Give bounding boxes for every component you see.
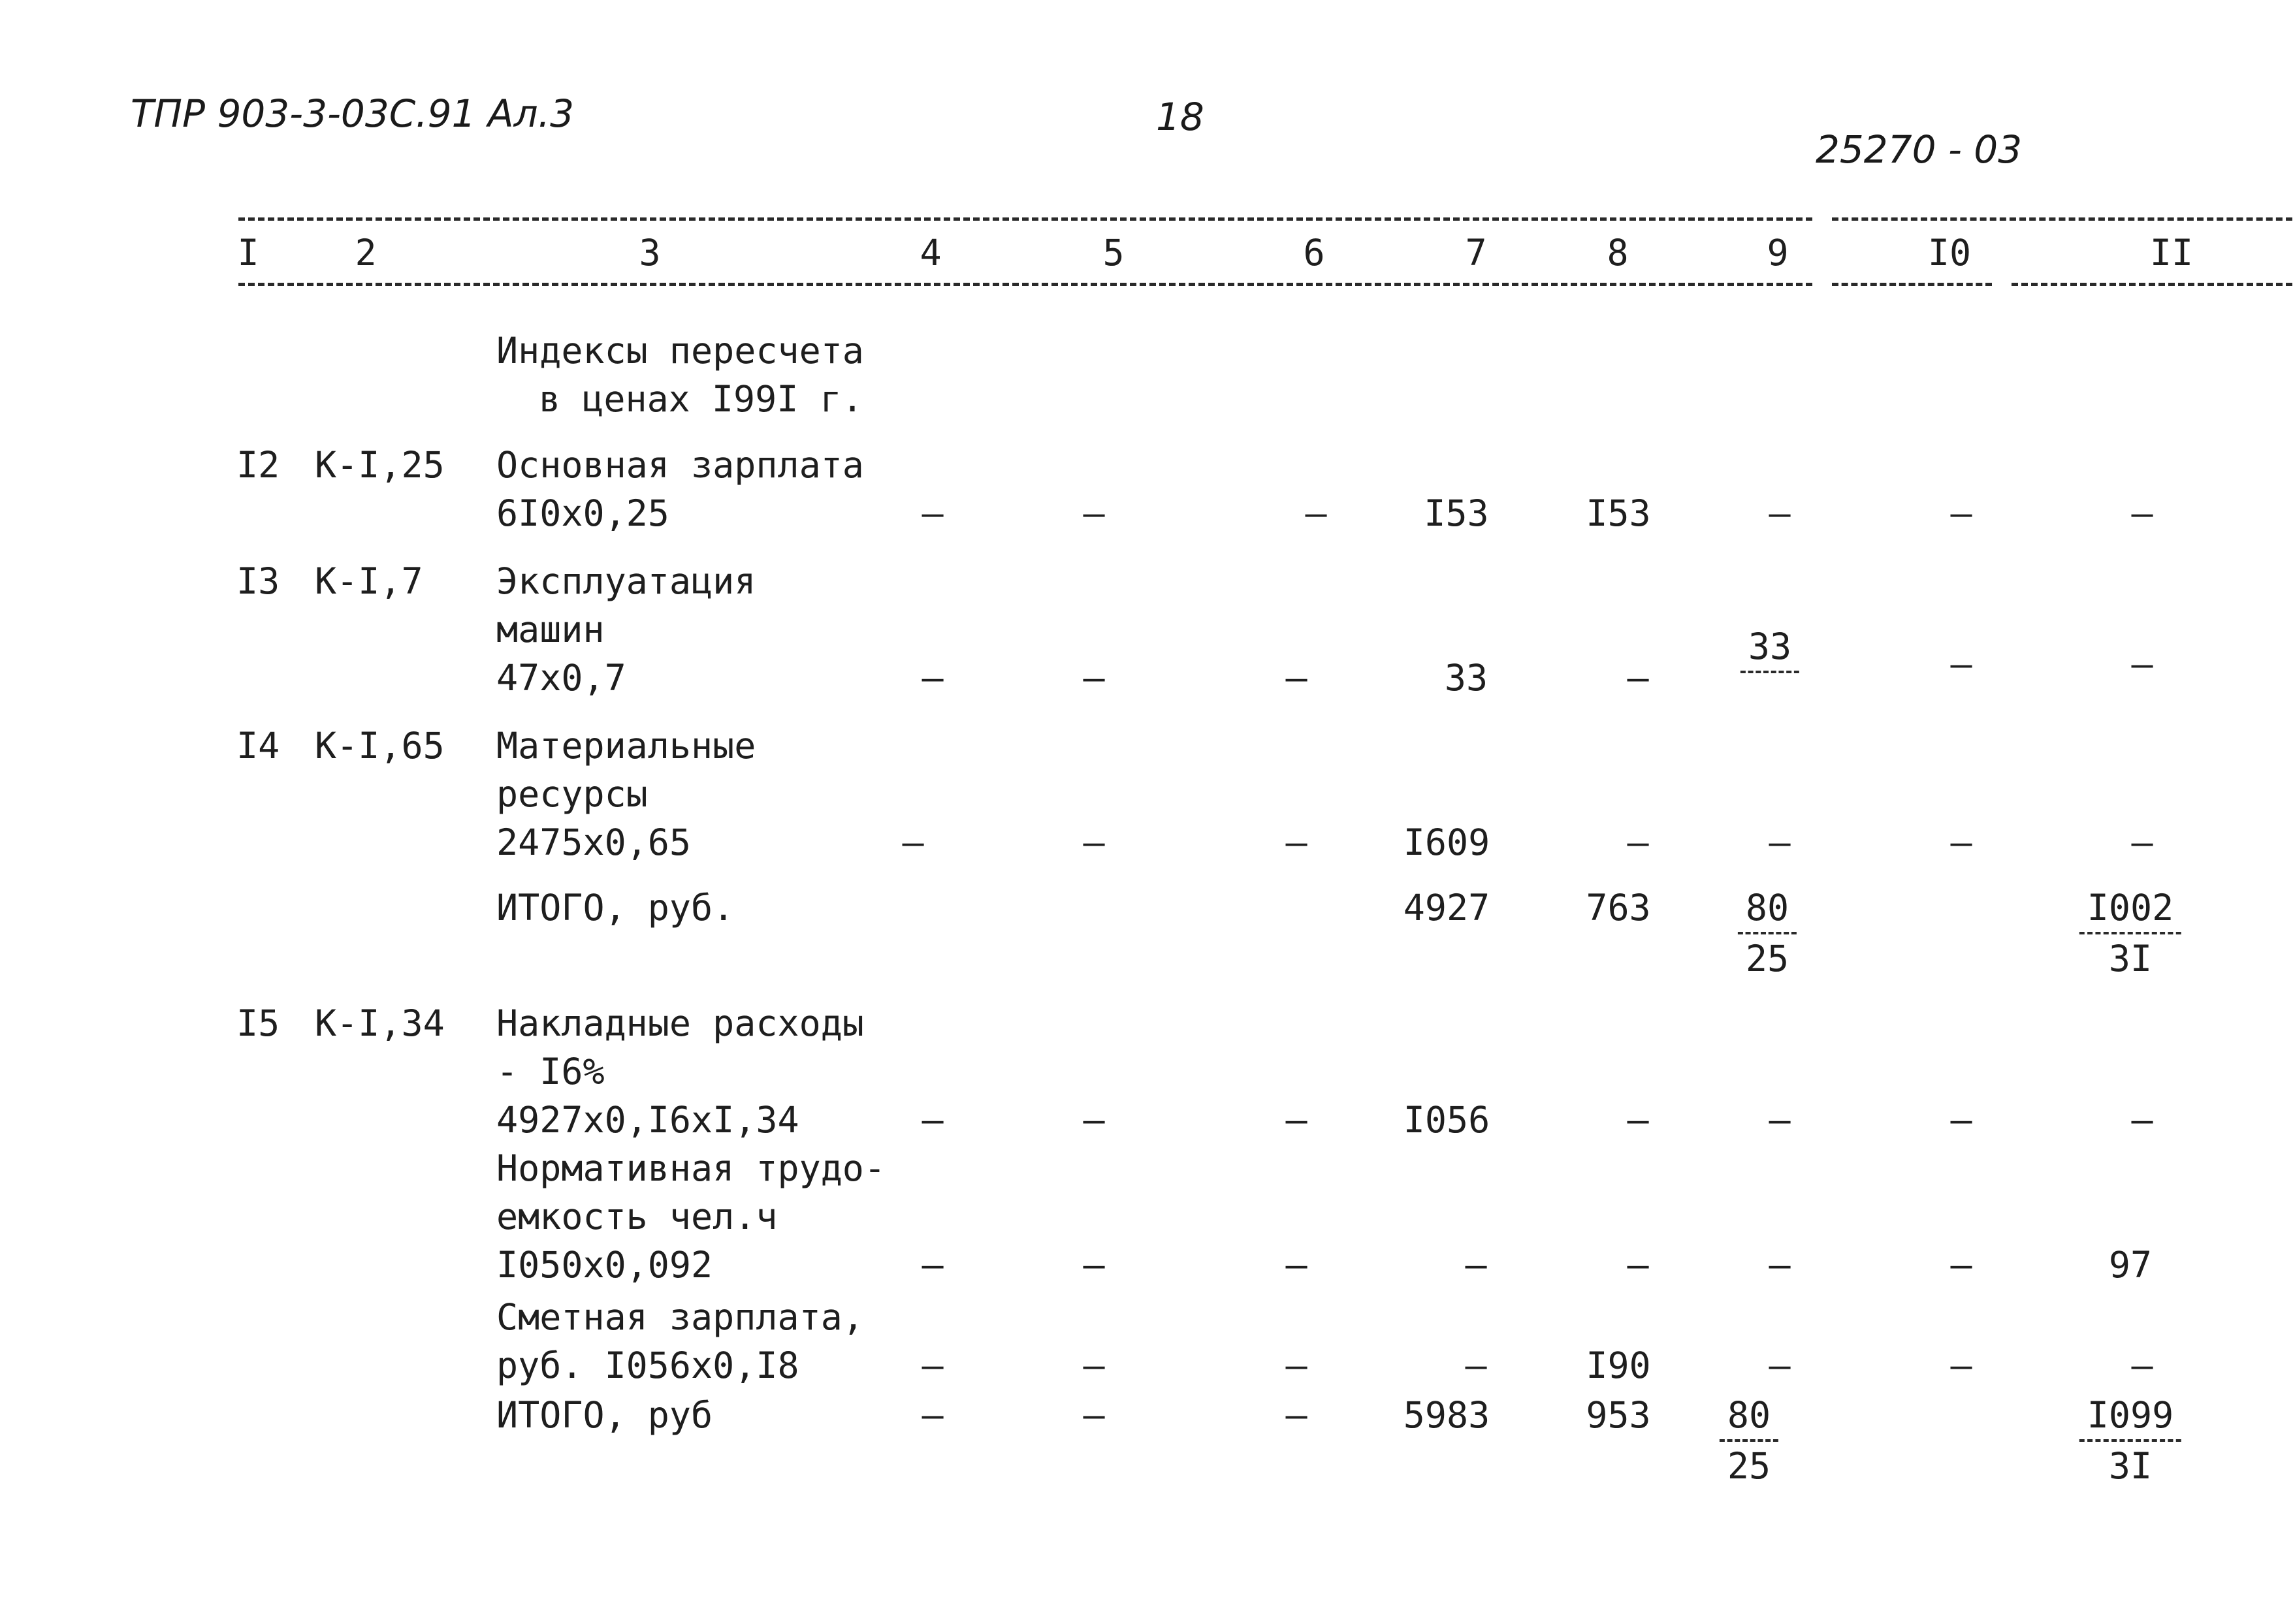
cell: – <box>1769 821 1791 863</box>
cell: – <box>1950 1345 1972 1386</box>
cell: – <box>1950 492 1972 534</box>
cell: – <box>1769 492 1791 534</box>
cell: – <box>2131 1345 2153 1386</box>
row-description: 2475x0,65 <box>496 821 692 863</box>
column-header: 4 <box>920 232 942 274</box>
fraction-numerator: 80 <box>1720 1391 1778 1442</box>
header-rule-bottom-right <box>2012 283 2292 286</box>
column-header: 6 <box>1303 232 1325 274</box>
cell: I90 <box>1586 1345 1651 1386</box>
cell: – <box>2131 492 2153 534</box>
row-description: - I6% <box>496 1051 605 1092</box>
row-description: I050x0,092 <box>496 1244 713 1286</box>
column-header: 3 <box>639 232 661 274</box>
row-description: ресурсы <box>496 773 648 815</box>
cell: 763 <box>1586 887 1651 929</box>
cell: – <box>902 821 924 863</box>
cell: 953 <box>1586 1394 1651 1436</box>
fraction-numerator: I099 <box>2079 1391 2181 1442</box>
cell: – <box>1627 1099 1649 1141</box>
cell: – <box>1285 1394 1307 1436</box>
cell: – <box>1083 821 1105 863</box>
cell: 4927 <box>1403 887 1490 929</box>
cell-fraction <box>2079 884 2181 983</box>
cell: – <box>922 1345 944 1386</box>
row-description: машин <box>496 609 605 650</box>
header-rule-bottom-mid <box>1832 283 1992 286</box>
archive-number: 25270 - 03 <box>1816 127 2023 172</box>
fraction-denominator: 25 <box>1727 1445 1771 1487</box>
cell: – <box>922 492 944 534</box>
cell: – <box>1627 1244 1649 1286</box>
cell: 97 <box>2108 1244 2153 1286</box>
cell: – <box>2131 643 2153 685</box>
cell-fraction <box>1738 884 1797 983</box>
cell: – <box>1950 643 1972 685</box>
row-number: I3 <box>236 560 280 602</box>
cell: – <box>1950 1244 1972 1286</box>
page-number: 18 <box>1156 95 1204 139</box>
row-description: 4927x0,I6xI,34 <box>496 1099 799 1141</box>
cell: – <box>1083 492 1105 534</box>
fraction-numerator: 80 <box>1738 884 1797 934</box>
row-description: Эксплуатация <box>496 560 756 602</box>
cell: – <box>922 657 944 699</box>
cell-fraction <box>1720 1391 1778 1490</box>
fraction-denominator: 3I <box>2108 938 2153 979</box>
cell: – <box>922 1244 944 1286</box>
cell: I609 <box>1403 821 1490 863</box>
column-header: I <box>237 232 259 274</box>
cell: 5983 <box>1403 1394 1490 1436</box>
column-header: 7 <box>1465 232 1487 274</box>
row-number: I2 <box>236 444 280 486</box>
cell: – <box>1305 492 1327 534</box>
cell: I53 <box>1586 492 1651 534</box>
row-number: I5 <box>236 1002 280 1044</box>
cell: – <box>1465 1244 1487 1286</box>
section-title: Индексы пересчета <box>496 330 864 372</box>
row-code: К-I,65 <box>315 725 445 767</box>
row-description: 47x0,7 <box>496 657 626 699</box>
cell: – <box>1950 821 1972 863</box>
total-label: ИТОГО, руб. <box>496 887 735 929</box>
cell: – <box>1083 657 1105 699</box>
row-description: Материальные <box>496 725 756 767</box>
cell: I056 <box>1403 1099 1490 1141</box>
document-code: ТПР 903-3-03С.91 Ал.3 <box>131 91 574 136</box>
cell: – <box>1083 1099 1105 1141</box>
column-header: 2 <box>355 232 377 274</box>
cell-fraction <box>2079 1391 2181 1490</box>
cell: 33 <box>1740 622 1799 673</box>
cell: – <box>1769 1099 1791 1141</box>
row-description: 6I0x0,25 <box>496 492 669 534</box>
cell: – <box>1627 657 1649 699</box>
total-label: ИТОГО, руб <box>496 1394 713 1436</box>
cell: – <box>1769 1345 1791 1386</box>
cell-fraction <box>1740 622 1799 673</box>
cell: – <box>1769 1244 1791 1286</box>
row-code: К-I,25 <box>315 444 445 486</box>
header-rule-bottom-left <box>238 283 1812 286</box>
cell: – <box>2131 1099 2153 1141</box>
row-description: Нормативная трудо- <box>496 1147 886 1189</box>
column-header: I0 <box>1927 232 1972 274</box>
column-header: 8 <box>1607 232 1629 274</box>
cell: – <box>1083 1244 1105 1286</box>
cell: – <box>1465 1345 1487 1386</box>
column-header: 9 <box>1767 232 1789 274</box>
cell: I53 <box>1424 492 1489 534</box>
cell: 33 <box>1444 657 1488 699</box>
column-header: 5 <box>1102 232 1125 274</box>
cell: – <box>1285 1244 1307 1286</box>
row-description: Основная зарплата <box>496 444 864 486</box>
row-description: емкость чел.ч <box>496 1196 778 1237</box>
cell: – <box>2131 821 2153 863</box>
header-rule-top-right <box>1832 217 2292 221</box>
fraction-numerator: I002 <box>2079 884 2181 934</box>
cell: – <box>1285 821 1307 863</box>
cell: – <box>922 1099 944 1141</box>
row-description: Накладные расходы <box>496 1002 864 1044</box>
cell: – <box>922 1394 944 1436</box>
cell: – <box>1083 1345 1105 1386</box>
cell: – <box>1950 1099 1972 1141</box>
row-code: К-I,7 <box>315 560 423 602</box>
cell: – <box>1627 821 1649 863</box>
fraction-denominator: 3I <box>2108 1445 2153 1487</box>
row-number: I4 <box>236 725 280 767</box>
fraction-denominator: 25 <box>1745 938 1789 979</box>
header-rule-top-left <box>238 217 1812 221</box>
cell: – <box>1285 657 1307 699</box>
cell: – <box>1285 1345 1307 1386</box>
row-description: руб. I056x0,I8 <box>496 1345 799 1386</box>
cell: – <box>1083 1394 1105 1436</box>
cell: – <box>1285 1099 1307 1141</box>
section-subtitle: в ценах I99I г. <box>539 378 863 420</box>
column-header: II <box>2149 232 2194 274</box>
row-description: Сметная зарплата, <box>496 1296 864 1338</box>
row-code: К-I,34 <box>315 1002 445 1044</box>
